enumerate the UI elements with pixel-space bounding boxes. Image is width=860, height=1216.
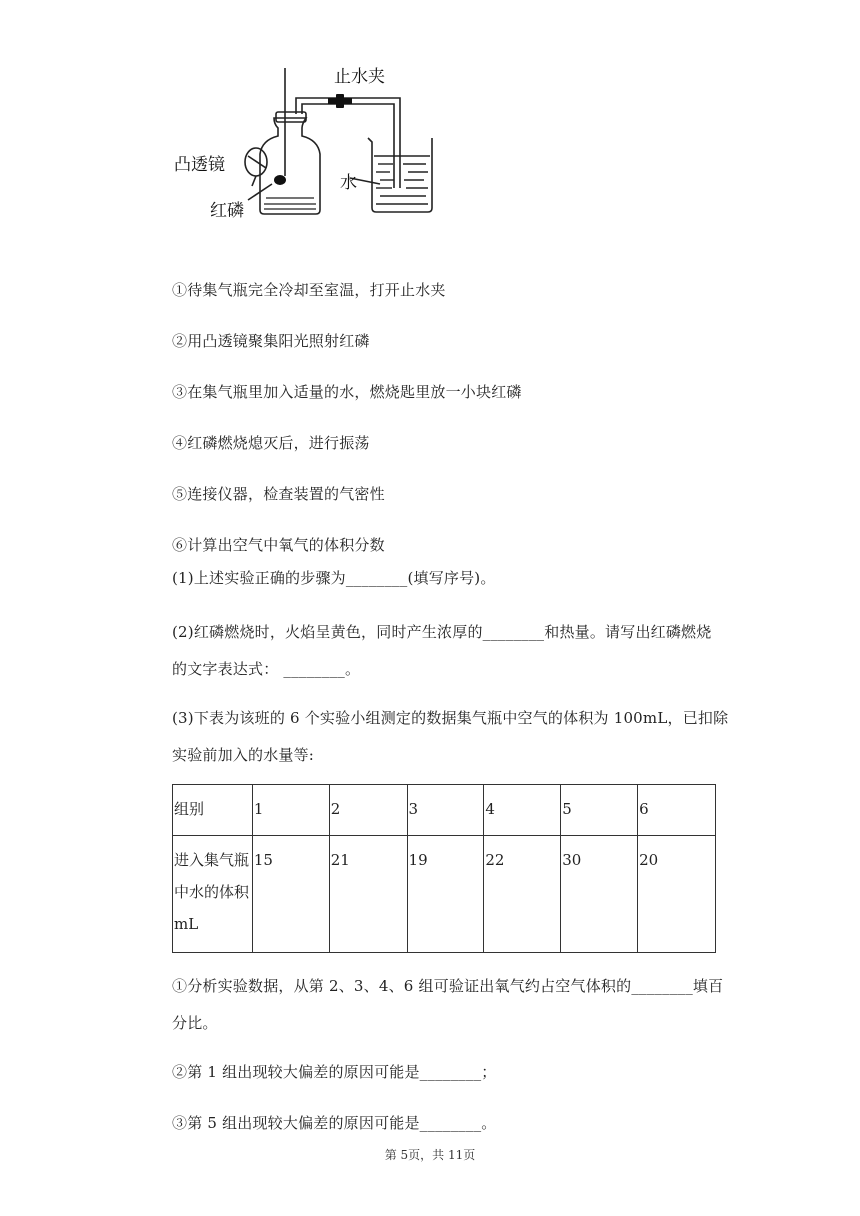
table-cell: 15 xyxy=(252,836,329,953)
subquestion-1-line-1: ①分析实验数据，从第 2、3、4、6 组可验证出氧气约占空气体积的________填百 xyxy=(172,977,724,995)
table-cell: 6 xyxy=(638,785,716,836)
step-4: ④红磷燃烧熄灭后，进行振荡 xyxy=(172,434,370,452)
data-table xyxy=(172,784,716,953)
table-cell: 4 xyxy=(484,785,561,836)
row-label-line: 进入集气瓶 xyxy=(174,851,250,869)
clamp-label: 止水夹 xyxy=(334,67,385,87)
row-label-line: mL xyxy=(174,915,199,933)
table-cell: 组别 xyxy=(173,785,253,836)
step-1: ①待集气瓶完全冷却至室温，打开止水夹 xyxy=(172,281,446,299)
question-2-line-2: 的文字表达式： ________。 xyxy=(172,660,361,678)
table-cell: 20 xyxy=(638,836,716,953)
question-3-line-2: 实验前加入的水量等: xyxy=(172,746,315,764)
step-5: ⑤连接仪器，检查装置的气密性 xyxy=(172,485,385,503)
water-label: 水 xyxy=(340,173,357,193)
table-cell: 5 xyxy=(561,785,638,836)
question-1: (1)上述实验正确的步骤为________(填写序号)。 xyxy=(172,569,496,587)
subquestion-3: ③第 5 组出现较大偏差的原因可能是________。 xyxy=(172,1114,497,1132)
table-cell: 1 xyxy=(252,785,329,836)
step-2: ②用凸透镜聚集阳光照射红磷 xyxy=(172,332,370,350)
phosphorus-label: 红磷 xyxy=(210,201,244,221)
red-phosphorus-mark xyxy=(274,175,286,185)
table-cell: 3 xyxy=(407,785,484,836)
step-6: ⑥计算出空气中氧气的体积分数 xyxy=(172,536,385,554)
apparatus-diagram xyxy=(168,58,468,228)
table-row-label xyxy=(173,836,253,953)
question-3-line-1: (3)下表为该班的 6 个实验小组测定的数据集气瓶中空气的体积为 100mL，已扣除 xyxy=(172,709,729,727)
table-cell: 30 xyxy=(561,836,638,953)
subquestion-2: ②第 1 组出现较大偏差的原因可能是________； xyxy=(172,1063,497,1081)
step-3: ③在集气瓶里加入适量的水，燃烧匙里放一小块红磷 xyxy=(172,383,522,401)
table-cell: 2 xyxy=(329,785,407,836)
table-cell: 22 xyxy=(484,836,561,953)
table-cell: 19 xyxy=(407,836,484,953)
question-2-line-1: (2)红磷燃烧时，火焰呈黄色，同时产生浓厚的________和热量。请写出红磷燃烧 xyxy=(172,623,712,641)
table-row-header xyxy=(173,785,716,836)
table-cell: 21 xyxy=(329,836,407,953)
table-row-values xyxy=(173,836,716,953)
row-label-line: 中水的体积 xyxy=(174,883,250,901)
lens-label: 凸透镜 xyxy=(174,155,225,175)
subquestion-1-line-2: 分比。 xyxy=(172,1014,218,1032)
page-footer: 第 5页，共 11页 xyxy=(384,1148,476,1162)
